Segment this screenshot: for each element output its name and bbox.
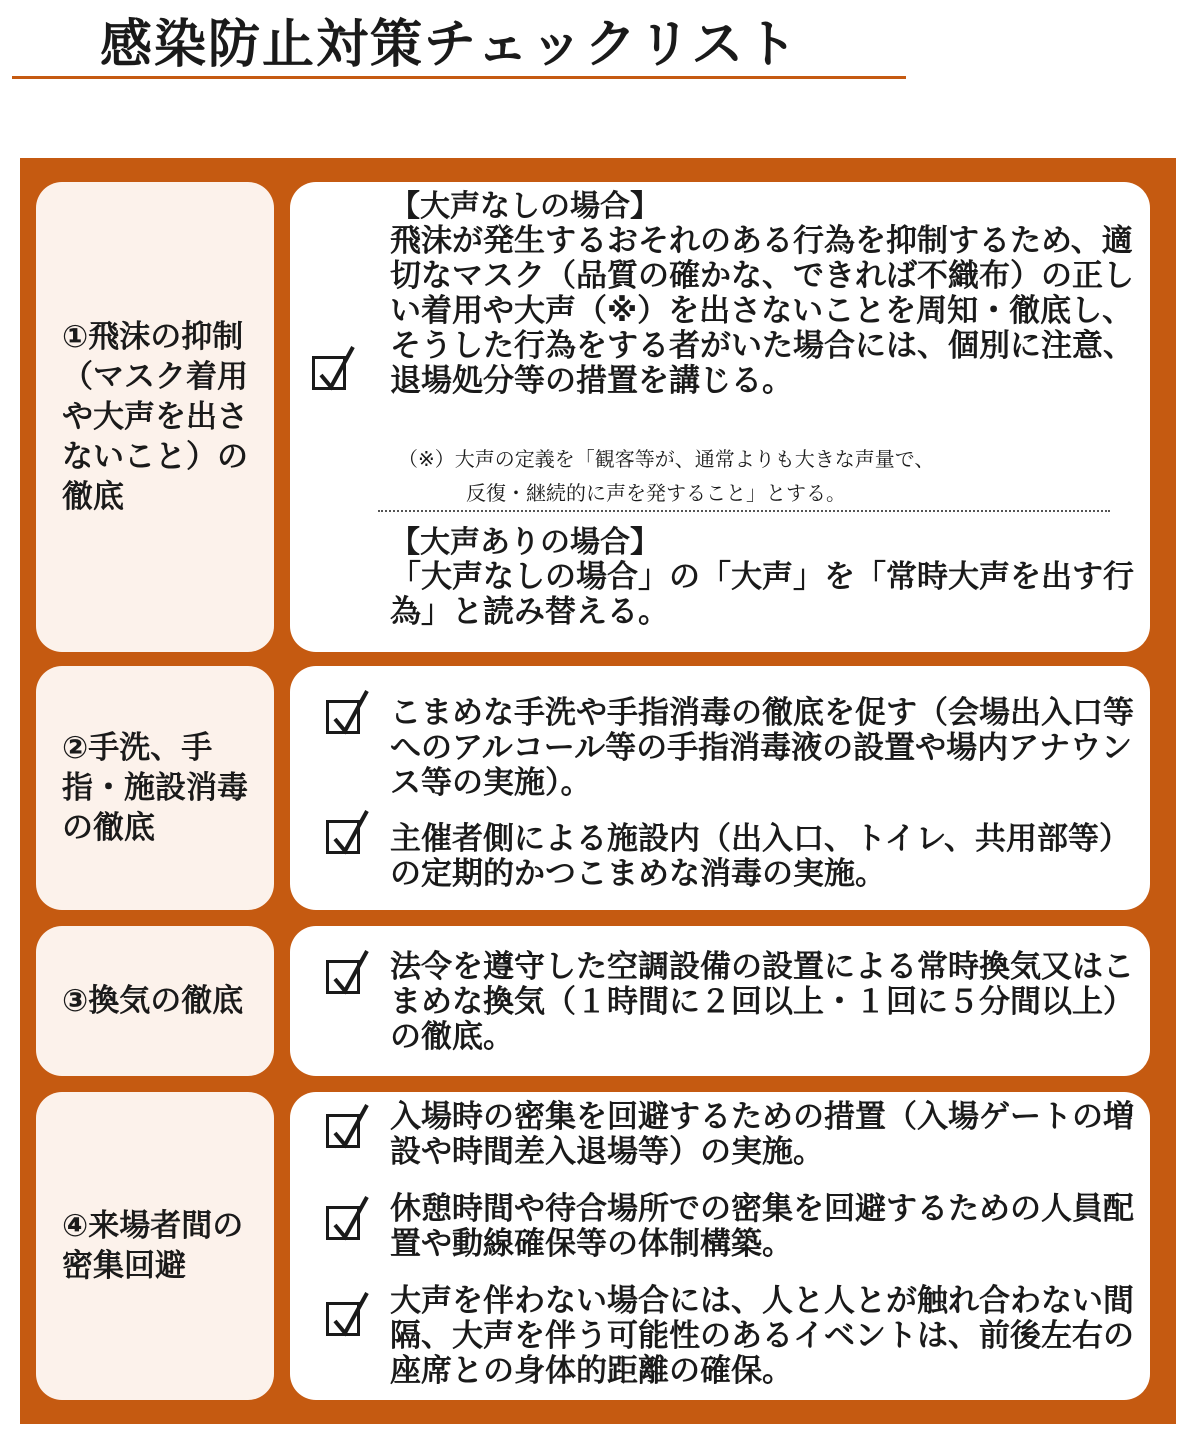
check-icon[interactable] bbox=[326, 820, 360, 854]
item-text: 休憩時間や待合場所での密集を回避するための人員配置や動線確保等の体制構築。 bbox=[390, 1191, 1134, 1262]
title-underline bbox=[12, 76, 906, 79]
row-content-box bbox=[290, 926, 1150, 1076]
row-content-box bbox=[290, 182, 1150, 652]
row-label: ④来場者間の密集回避 bbox=[62, 1208, 244, 1284]
checkmark-icon bbox=[325, 949, 371, 1001]
row-droplet-suppression bbox=[20, 182, 1176, 652]
row-label-box bbox=[36, 182, 274, 652]
row-label-box bbox=[36, 666, 274, 910]
checkmark-icon bbox=[325, 1291, 371, 1343]
item-text: 主催者側による施設内（出入口、トイレ、共用部等）の定期的かつこまめな消毒の実施。 bbox=[390, 821, 1130, 892]
loud-heading: 【大声ありの場合】 bbox=[390, 525, 660, 560]
row-content-box bbox=[290, 666, 1150, 910]
check-icon[interactable] bbox=[326, 960, 360, 994]
check-icon[interactable] bbox=[326, 1302, 360, 1336]
row-label-box bbox=[36, 1092, 274, 1400]
row-content-box bbox=[290, 1092, 1150, 1400]
item-text: こまめな手洗や手指消毒の徹底を促す（会場出入口等へのアルコール等の手指消毒液の設置や場内アナウンス等の実施）。 bbox=[390, 695, 1134, 801]
checkmark-icon bbox=[325, 809, 371, 861]
row-label: ①飛沫の抑制（マスク着用や大声を出さないこと）の徹底 bbox=[62, 319, 248, 515]
quiet-note-line1: （※）大声の定義を「観客等が、通常よりも大きな声量で、 bbox=[398, 447, 935, 471]
quiet-note-line2: 反復・継続的に声を発すること」とする。 bbox=[466, 481, 846, 505]
checkmark-icon bbox=[325, 689, 371, 741]
loud-text: 「大声なしの場合」の「大声」を「常時大声を出す行為」と読み替える。 bbox=[390, 559, 1134, 630]
quiet-text: 飛沫が発生するおそれのある行為を抑制するため、適切なマスク（品質の確かな、できれば不織布）の正しい着用や大声（※）を出さないことを周知・徹底し、そうした行為をする者がいた場合には、個別に注意、退場処分等の措置を講じる。 bbox=[390, 223, 1134, 399]
page-title: 感染防止対策チェックリスト bbox=[100, 15, 800, 75]
item-text: 入場時の密集を回避するための措置（入場ゲートの増設や時間差入退場等）の実施。 bbox=[390, 1099, 1134, 1170]
row-ventilation bbox=[20, 926, 1176, 1076]
row-hand-washing bbox=[20, 666, 1176, 910]
checkmark-icon bbox=[311, 345, 357, 397]
item-text: 大声を伴わない場合には、人と人とが触れ合わない間隔、大声を伴う可能性のあるイベントは、前後左右の座席との身体的距離の確保。 bbox=[390, 1283, 1134, 1389]
row-crowd-avoidance bbox=[20, 1092, 1176, 1400]
row-label: ②手洗、手指・施設消毒の徹底 bbox=[62, 730, 248, 846]
row-label: ③換気の徹底 bbox=[62, 983, 244, 1019]
check-icon[interactable] bbox=[312, 356, 346, 390]
row-label-box bbox=[36, 926, 274, 1076]
section-divider bbox=[378, 510, 1110, 512]
checkmark-icon bbox=[325, 1195, 371, 1247]
item-text: 法令を遵守した空調設備の設置による常時換気又はこまめな換気（１時間に２回以上・１回に５分間以上）の徹底。 bbox=[390, 949, 1134, 1055]
checklist-table bbox=[20, 158, 1176, 1424]
checkmark-icon bbox=[325, 1103, 371, 1155]
check-icon[interactable] bbox=[326, 1114, 360, 1148]
check-icon[interactable] bbox=[326, 1206, 360, 1240]
check-icon[interactable] bbox=[326, 700, 360, 734]
quiet-heading: 【大声なしの場合】 bbox=[390, 189, 660, 224]
